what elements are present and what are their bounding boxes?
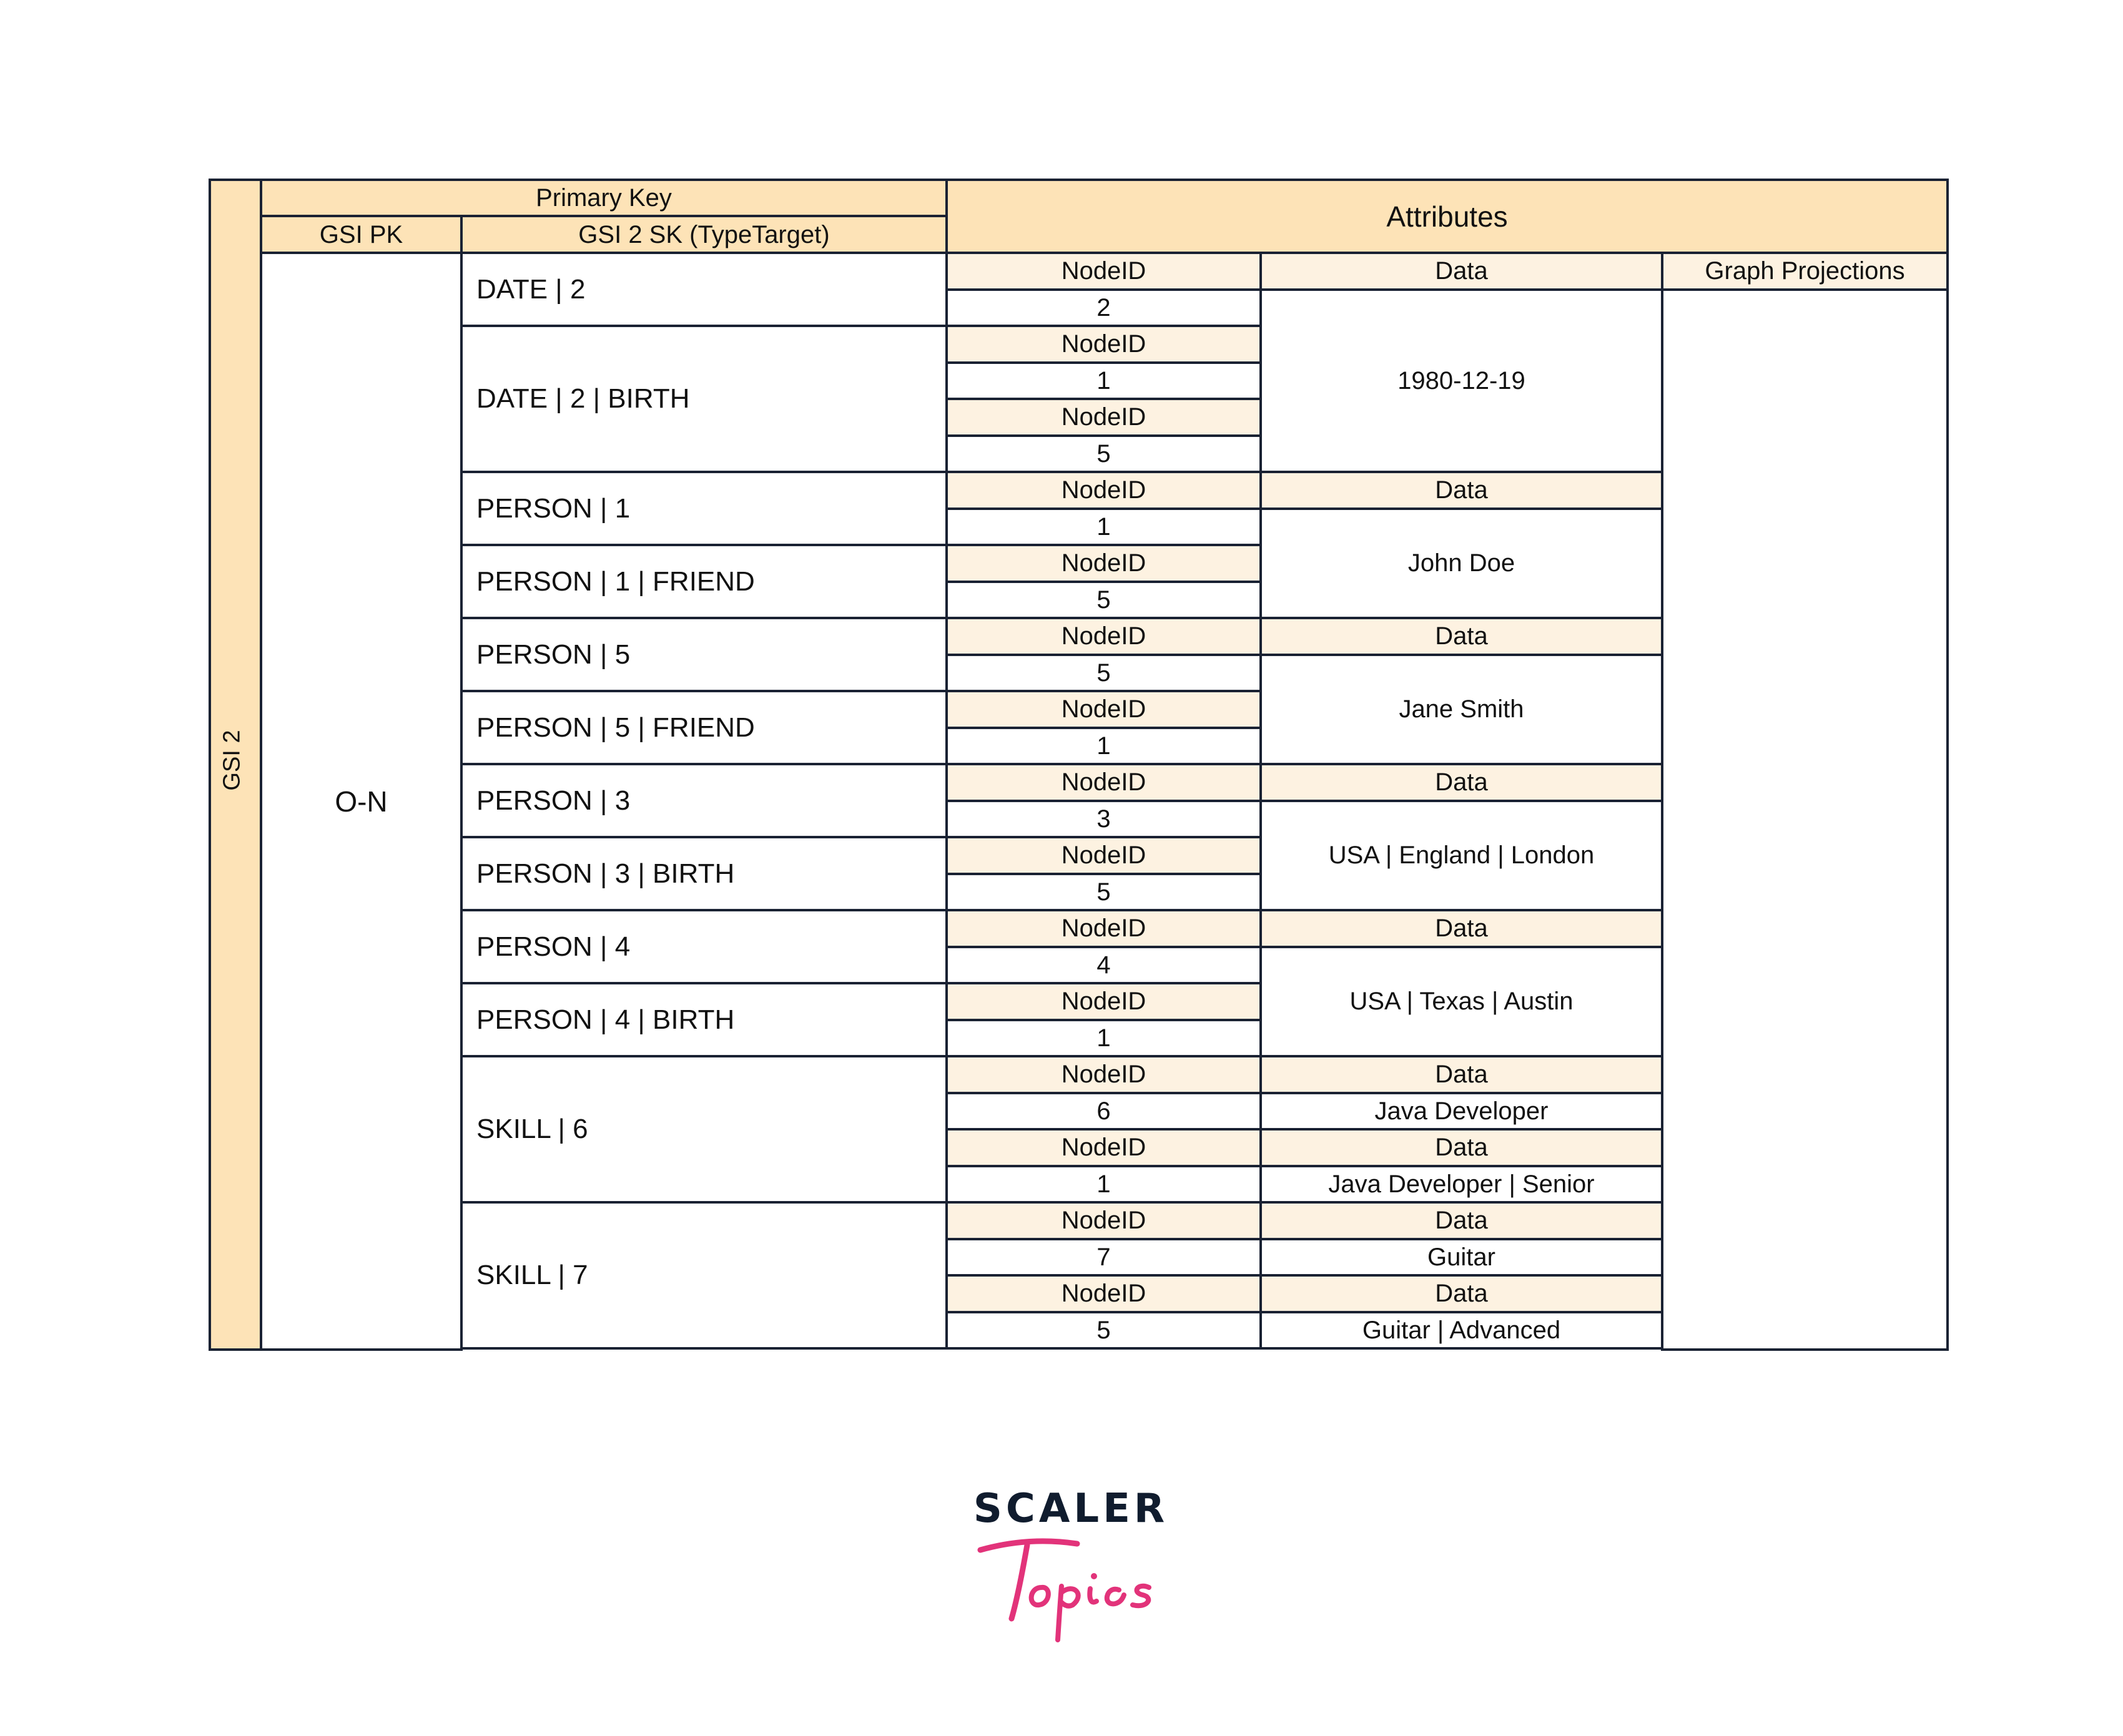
node-id-label: NodeID: [945, 690, 1262, 729]
data-label: Data: [1259, 909, 1663, 948]
node-id-label: NodeID: [945, 1128, 1262, 1167]
node-id-label: NodeID: [945, 325, 1262, 364]
data-label: Data: [1259, 1201, 1663, 1240]
sort-key-cell: PERSON | 1 | FRIEND: [460, 544, 948, 619]
data-value: Jane Smith: [1259, 654, 1663, 766]
node-id-label: NodeID: [945, 1055, 1262, 1094]
gsi-sk-header: GSI 2 SK (TypeTarget): [460, 215, 948, 254]
sort-key-cell: PERSON | 5 | FRIEND: [460, 690, 948, 765]
node-id-value: 1: [945, 508, 1262, 547]
data-label: Data: [1259, 617, 1663, 656]
node-id-value: 5: [945, 873, 1262, 912]
node-id-label: NodeID: [945, 252, 1262, 291]
sort-key-cell: DATE | 2 | BIRTH: [460, 325, 948, 473]
node-id-label: NodeID: [945, 909, 1262, 948]
logo-script-mark: [968, 1532, 1174, 1645]
node-id-label: NodeID: [945, 1201, 1262, 1240]
data-value: Java Developer: [1259, 1092, 1663, 1131]
sort-key-cell: PERSON | 4 | BIRTH: [460, 982, 948, 1057]
data-label: Data: [1259, 252, 1663, 291]
node-id-label: NodeID: [945, 471, 1262, 510]
node-id-label: NodeID: [945, 763, 1262, 802]
node-id-label: NodeID: [945, 982, 1262, 1021]
sort-key-cell: PERSON | 3: [460, 763, 948, 838]
node-id-value: 1: [945, 361, 1262, 401]
sort-key-cell: SKILL | 6: [460, 1055, 948, 1204]
sort-key-cell: PERSON | 5: [460, 617, 948, 692]
node-id-value: 6: [945, 1092, 1262, 1131]
node-id-value: 5: [945, 1311, 1262, 1350]
node-id-label: NodeID: [945, 836, 1262, 875]
graph-projections-cell: [1661, 288, 1949, 1351]
data-label: Data: [1259, 763, 1663, 802]
node-id-value: 1: [945, 727, 1262, 766]
sort-key-cell: DATE | 2: [460, 252, 948, 327]
data-value: Guitar | Advanced: [1259, 1311, 1663, 1350]
node-id-value: 2: [945, 288, 1262, 328]
sort-key-cell: SKILL | 7: [460, 1201, 948, 1350]
data-value: John Doe: [1259, 508, 1663, 620]
node-id-label: NodeID: [945, 544, 1262, 583]
data-value: USA | England | London: [1259, 800, 1663, 912]
node-id-label: NodeID: [945, 617, 1262, 656]
node-id-value: 5: [945, 581, 1262, 620]
node-id-value: 1: [945, 1165, 1262, 1204]
gsi2-side-label: GSI 2: [219, 730, 245, 791]
scaler-topics-logo: [968, 1473, 1174, 1648]
node-id-value: 7: [945, 1238, 1262, 1277]
node-id-value: 5: [945, 654, 1262, 693]
node-id-value: 4: [945, 946, 1262, 985]
graph-projections-label: Graph Projections: [1661, 252, 1949, 291]
sort-key-cell: PERSON | 1: [460, 471, 948, 546]
data-value: Java Developer | Senior: [1259, 1165, 1663, 1204]
data-value: 1980-12-19: [1259, 288, 1663, 474]
data-value: Guitar: [1259, 1238, 1663, 1277]
data-label: Data: [1259, 1274, 1663, 1313]
node-id-label: NodeID: [945, 1274, 1262, 1313]
data-value: USA | Texas | Austin: [1259, 946, 1663, 1058]
node-id-value: 3: [945, 800, 1262, 839]
logo-wordmark: SCALER: [973, 1486, 1169, 1532]
attributes-header: Attributes: [945, 179, 1949, 254]
data-label: Data: [1259, 1055, 1663, 1094]
node-id-value: 5: [945, 434, 1262, 474]
node-id-label: NodeID: [945, 398, 1262, 437]
primary-key-header: Primary Key: [260, 179, 948, 217]
gsi-pk-header: GSI PK: [260, 215, 463, 254]
node-id-value: 1: [945, 1019, 1262, 1058]
sort-key-cell: PERSON | 3 | BIRTH: [460, 836, 948, 911]
data-label: Data: [1259, 471, 1663, 510]
gsi-pk-value: O-N: [260, 252, 463, 1351]
sort-key-cell: PERSON | 4: [460, 909, 948, 984]
data-label: Data: [1259, 1128, 1663, 1167]
